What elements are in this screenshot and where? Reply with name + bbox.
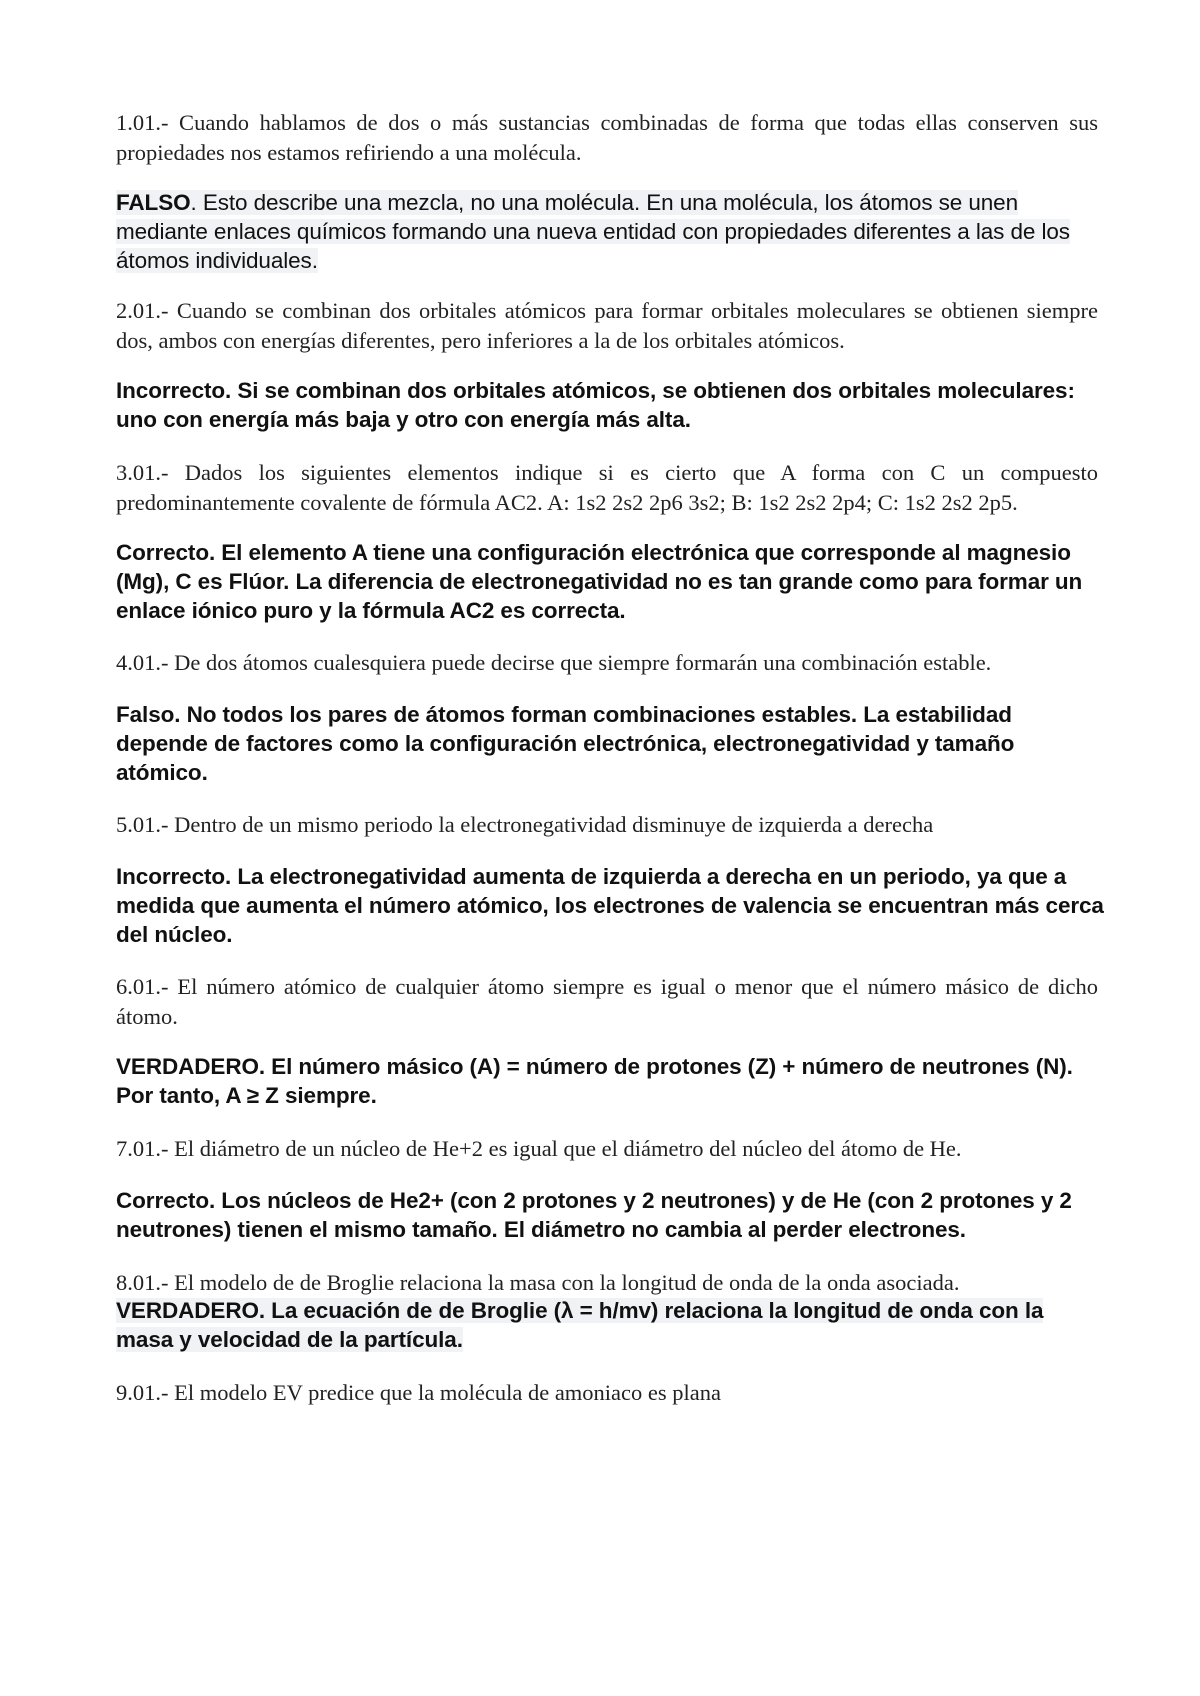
question-6: 6.01.- El número atómico de cualquier átomo siempre es igual o menor que el número másico de dicho átomo.	[116, 974, 1098, 1029]
answer-1-highlight	[116, 190, 1070, 273]
answer-3	[116, 538, 1106, 625]
answer-1-verdict: FALSO	[116, 190, 191, 215]
answer-2-text: Incorrecto. Si se combinan dos orbitales atómicos, se obtienen dos orbitales moleculares: uno con energía más baja y otro con energía más alta.	[116, 378, 1075, 432]
answer-8-text: . La ecuación de de Broglie (λ = h/mv) relaciona la longitud de onda con la masa y velocidad de la partícula.	[116, 1298, 1044, 1352]
question-9: 9.01.- El modelo EV predice que la molécula de amoniaco es plana	[116, 1380, 721, 1405]
answer-6-verdict: VERDADERO	[116, 1054, 259, 1079]
answer-6	[116, 1052, 1106, 1110]
answer-1-text: . Esto describe una mezcla, no una molécula. En una molécula, los átomos se unen mediante enlaces químicos formando una nueva entidad con propiedades diferentes a las de los átomos individuales.	[116, 190, 1070, 273]
question-8: 8.01.- El modelo de de Broglie relaciona la masa con la longitud de onda de la onda asociada.	[116, 1270, 960, 1295]
answer-4-text: Falso. No todos los pares de átomos forman combinaciones estables. La estabilidad depende de factores como la configuración electrónica, electronegatividad y tamaño atómico.	[116, 702, 1015, 785]
answer-7	[116, 1186, 1106, 1244]
answer-1	[116, 188, 1106, 275]
question-5: 5.01.- Dentro de un mismo periodo la electronegatividad disminuye de izquierda a derecha	[116, 812, 934, 837]
answer-5-text: Incorrecto. La electronegatividad aumenta de izquierda a derecha en un periodo, ya que a medida que aumenta el número atómico, los electrones de valencia se encuentran más cerca del núcleo.	[116, 864, 1104, 947]
answer-6-text: . El número másico (A) = número de protones (Z) + número de neutrones (N). Por tanto, A ≥ Z siempre.	[116, 1054, 1073, 1108]
answer-2	[116, 376, 1106, 434]
question-1: 1.01.- Cuando hablamos de dos o más sustancias combinadas de forma que todas ellas conserven sus propiedades nos estamos refiriendo a una molécula.	[116, 110, 1098, 165]
question-2: 2.01.- Cuando se combinan dos orbitales atómicos para formar orbitales moleculares se obtienen siempre dos, ambos con energías diferentes, pero inferiores a la de los orbitales atómicos.	[116, 298, 1098, 353]
question-4: 4.01.- De dos átomos cualesquiera puede decirse que siempre formarán una combinación estable.	[116, 650, 992, 675]
answer-7-text: Correcto. Los núcleos de He2+ (con 2 protones y 2 neutrones) y de He (con 2 protones y 2 neutrones) tienen el mismo tamaño. El diámetro no cambia al perder electrones.	[116, 1188, 1072, 1242]
answer-8-verdict: VERDADERO	[116, 1298, 259, 1323]
answer-5	[116, 862, 1106, 949]
answer-8	[116, 1296, 1106, 1354]
question-7: 7.01.- El diámetro de un núcleo de He+2 es igual que el diámetro del núcleo del átomo de He.	[116, 1136, 962, 1161]
answer-4	[116, 700, 1106, 787]
question-3: 3.01.- Dados los siguientes elementos indique si es cierto que A forma con C un compuesto predominantemente covalente de fórmula AC2. A: 1s2 2s2 2p6 3s2; B: 1s2 2s2 2p4; C: 1s2 2s2 2p5.	[116, 460, 1098, 515]
answer-8-highlight	[116, 1298, 1043, 1352]
answer-3-text: Correcto. El elemento A tiene una configuración electrónica que corresponde al magnesio (Mg), C es Flúor. La diferencia de electronegatividad no es tan grande como para formar un enlace iónico puro y la fórmula AC2 es correcta.	[116, 540, 1083, 623]
